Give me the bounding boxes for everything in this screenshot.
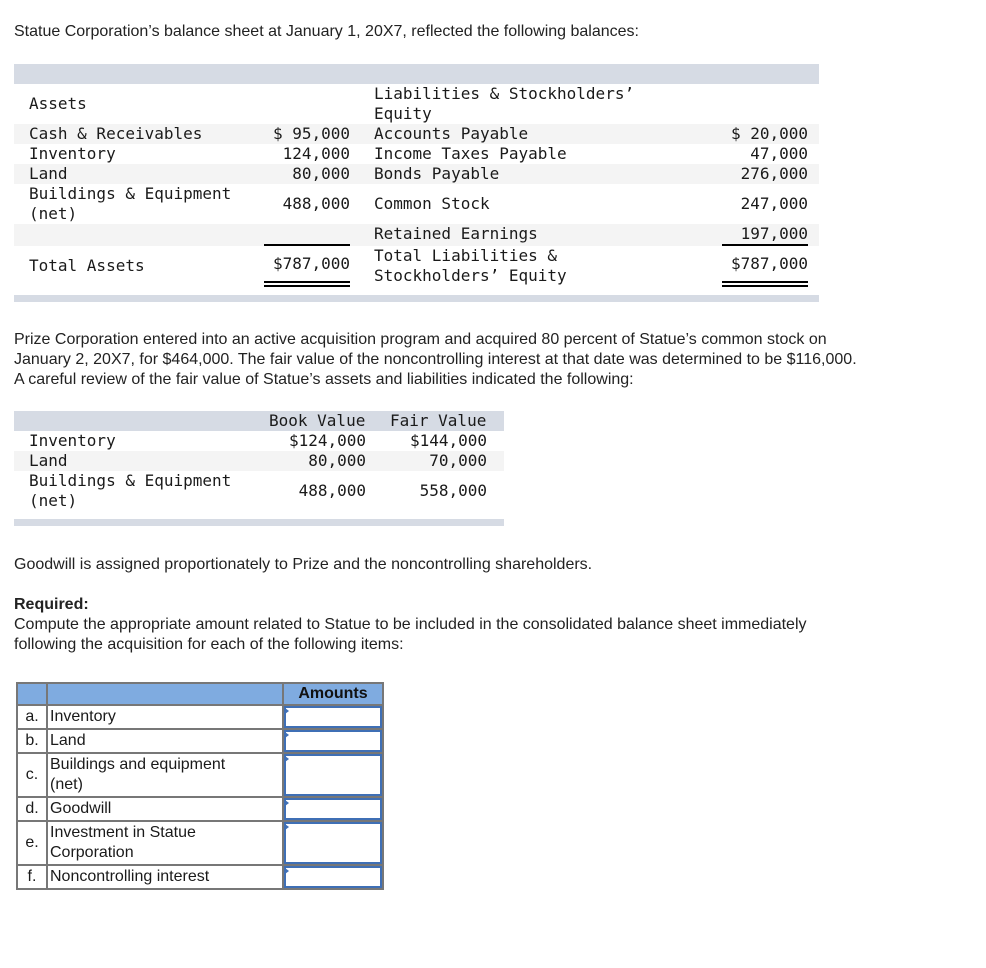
- asset-label: Inventory: [29, 144, 116, 163]
- intro-text: Statue Corporation’s balance sheet at January 1, 20X7, reflected the following balances:: [14, 23, 639, 40]
- goodwill-text: Goodwill is assigned proportionately to Prize and the noncontrolling shareholders.: [14, 556, 593, 573]
- book-value-header: Book Value: [269, 411, 366, 430]
- total-assets-value: $787,000: [272, 254, 350, 273]
- liabilities-header-line1: Liabilities & Stockholders’: [374, 84, 635, 103]
- input-marker-icon: [285, 708, 289, 714]
- liability-label: Common Stock: [374, 194, 490, 213]
- total-liabilities-label-cont: Stockholders’ Equity: [374, 266, 567, 285]
- balance-sheet-table: [14, 64, 819, 302]
- item-label: Land: [29, 451, 68, 470]
- book-value: $124,000: [288, 431, 366, 450]
- answer-row-land: [17, 729, 383, 753]
- liability-value: 247,000: [740, 194, 808, 213]
- asset-value: 488,000: [282, 194, 350, 213]
- assets-header: Assets: [29, 94, 87, 113]
- row-letter: c.: [17, 753, 47, 797]
- liability-label: Accounts Payable: [374, 124, 529, 143]
- row-item: [47, 821, 283, 865]
- fair-value: 558,000: [419, 481, 487, 500]
- required-line: Compute the appropriate amount related to Statue to be included in the consolidated balance sheet immediately: [14, 616, 807, 633]
- row-item: Goodwill: [47, 797, 283, 821]
- table-row: [14, 431, 504, 451]
- table-row: [14, 224, 819, 246]
- answer-table: [16, 682, 384, 890]
- table-row: [14, 124, 819, 144]
- total-liabilities-label: Total Liabilities &: [374, 246, 558, 265]
- row-item-line: Buildings and equipment: [50, 756, 226, 773]
- row-letter: a.: [17, 705, 47, 729]
- input-marker-icon: [285, 800, 289, 806]
- row-item-line: Investment in Statue: [50, 824, 196, 841]
- fair-value: $144,000: [409, 431, 487, 450]
- table-row: [14, 471, 504, 511]
- answer-row-goodwill: [17, 797, 383, 821]
- book-value: 80,000: [308, 451, 366, 470]
- total-liabilities-value: $787,000: [730, 254, 808, 273]
- inventory-amount-input[interactable]: [284, 706, 382, 728]
- total-double-line: [264, 281, 350, 287]
- row-item: Inventory: [47, 705, 283, 729]
- total-assets-label: Total Assets: [29, 256, 145, 275]
- liability-value: 276,000: [740, 164, 808, 183]
- investment-amount-input[interactable]: [284, 822, 382, 864]
- table-row: [14, 184, 819, 224]
- fair-value: 70,000: [429, 451, 487, 470]
- row-letter: e.: [17, 821, 47, 865]
- table-bottom-bar: [14, 295, 819, 302]
- table-row: [14, 164, 819, 184]
- table-row: [14, 144, 819, 164]
- input-marker-icon: [285, 824, 289, 830]
- answer-row-inventory: [17, 705, 383, 729]
- answer-header-row: [17, 683, 383, 705]
- asset-label-cont: (net): [29, 204, 78, 223]
- answer-row-investment: [17, 821, 383, 865]
- fair-value-header: Fair Value: [390, 411, 487, 430]
- acquisition-text: [14, 330, 857, 390]
- land-amount-input[interactable]: [284, 730, 382, 752]
- liability-value: 47,000: [750, 144, 808, 163]
- liability-label: Income Taxes Payable: [374, 144, 567, 163]
- table-top-bar: [14, 64, 819, 84]
- answer-row-nci: [17, 865, 383, 889]
- asset-value: 124,000: [282, 144, 350, 163]
- table-row: [14, 246, 819, 286]
- item-header: [47, 683, 283, 705]
- liability-value: $ 20,000: [730, 124, 808, 143]
- goodwill-amount-input[interactable]: [284, 798, 382, 820]
- liability-label: Retained Earnings: [374, 224, 538, 243]
- row-letter: b.: [17, 729, 47, 753]
- letter-header: [17, 683, 47, 705]
- input-marker-icon: [285, 732, 289, 738]
- acquisition-line: January 2, 20X7, for $464,000. The fair value of the noncontrolling interest at that date was determined to be $116,000.: [14, 351, 857, 368]
- item-label: Buildings & Equipment: [29, 471, 232, 490]
- liability-value: 197,000: [740, 224, 808, 243]
- table-header-row: [14, 411, 504, 431]
- liability-label: Bonds Payable: [374, 164, 500, 183]
- table-row: [14, 451, 504, 471]
- row-item-line: (net): [50, 776, 83, 793]
- acquisition-line: A careful review of the fair value of Statue’s assets and liabilities indicated the following:: [14, 371, 634, 388]
- amounts-header: Amounts: [283, 683, 383, 705]
- required-line: following the acquisition for each of the following items:: [14, 636, 404, 653]
- asset-value: $ 95,000: [272, 124, 350, 143]
- row-item: Land: [47, 729, 283, 753]
- input-marker-icon: [285, 756, 289, 762]
- input-marker-icon: [285, 868, 289, 874]
- answer-row-buildings: [17, 753, 383, 797]
- asset-label: Land: [29, 164, 68, 183]
- row-item-line: Corporation: [50, 844, 134, 861]
- required-label: Required:: [14, 596, 89, 613]
- table-bottom-bar: [14, 519, 504, 526]
- acquisition-line: Prize Corporation entered into an active acquisition program and acquired 80 percent of Statue’s common stock on: [14, 331, 827, 348]
- item-label: Inventory: [29, 431, 116, 450]
- asset-label: Buildings & Equipment: [29, 184, 232, 203]
- asset-label: Cash & Receivables: [29, 124, 203, 143]
- row-letter: d.: [17, 797, 47, 821]
- nci-amount-input[interactable]: [284, 866, 382, 888]
- total-double-line: [722, 281, 808, 287]
- book-value: 488,000: [298, 481, 366, 500]
- buildings-amount-input[interactable]: [284, 754, 382, 796]
- row-item: [47, 753, 283, 797]
- liabilities-header-line2: Equity: [374, 104, 432, 123]
- row-item: Noncontrolling interest: [47, 865, 283, 889]
- item-label-cont: (net): [29, 491, 78, 510]
- required-text: [14, 615, 807, 655]
- row-letter: f.: [17, 865, 47, 889]
- asset-value: 80,000: [292, 164, 350, 183]
